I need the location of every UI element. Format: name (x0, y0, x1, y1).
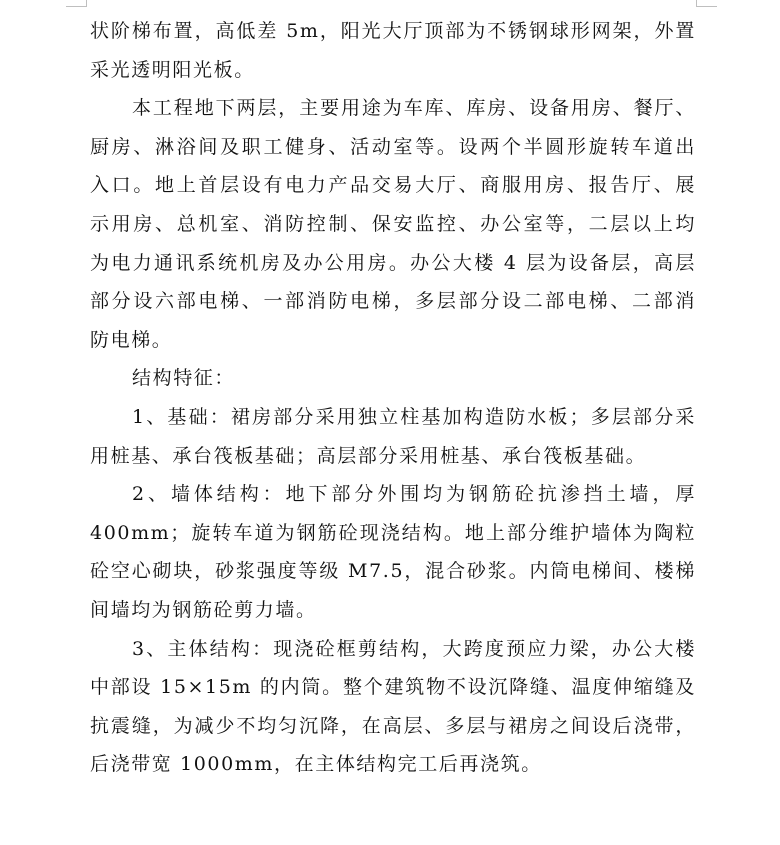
text-line: 1、基础：裙房部分采用独立柱基加构造防水板；多层部分采 (132, 405, 696, 428)
text-line: 抗震缝，为减少不均匀沉降，在高层、多层与裙房之间设后浇带， (90, 714, 696, 737)
text-line: 用桩基、承台筏板基础；高层部分采用桩基、承台筏板基础。 (90, 444, 647, 467)
text-line: 本工程地下两层，主要用途为车库、库房、设备用房、餐厅、 (132, 97, 696, 120)
document-body[interactable] (90, 12, 696, 784)
text-line: 2、墙体结构：地下部分外围均为钢筋砼抗渗挡土墙，厚 (132, 483, 696, 506)
text-line: 3、主体结构：现浇砼框剪结构，大跨度预应力梁，办公大楼 (132, 637, 696, 660)
text-line: 为电力通讯系统机房及办公用房。办公大楼 4 层为设备层，高层 (90, 251, 696, 274)
text-line: 厨房、淋浴间及职工健身、活动室等。设两个半圆形旋转车道出 (90, 135, 696, 158)
text-line: 中部设 15×15m 的内筒。整个建筑物不设沉降缝、温度伸缩缝及 (90, 676, 696, 699)
text-line: 采光透明阳光板。 (90, 58, 255, 81)
paragraph-overview (90, 89, 696, 359)
text-line: 示用房、总机室、消防控制、保安监控、办公室等，二层以上均 (90, 212, 696, 235)
page-corner-mark-top-left (66, 0, 87, 7)
text-line: 砼空心砌块，砂浆强度等级 M7.5，混合砂浆。内筒电梯间、楼梯 (90, 560, 696, 583)
paragraph-main-structure (90, 630, 696, 784)
text-line: 状阶梯布置，高低差 5m，阳光大厅顶部为不锈钢球形网架，外置 (90, 20, 696, 42)
text-line: 部分设六部电梯、一部消防电梯，多层部分设二部电梯、二部消 (90, 290, 696, 313)
text-line: 入口。地上首层设有电力产品交易大厅、商服用房、报告厅、展 (90, 174, 696, 197)
section-heading-structure (90, 359, 696, 398)
text-line: 防电梯。 (90, 328, 173, 351)
text-line: 400mm；旋转车道为钢筋砼现浇结构。地上部分维护墙体为陶粒 (90, 521, 696, 544)
page-corner-mark-top-right (696, 0, 717, 7)
paragraph-foundation (90, 398, 696, 475)
text-line: 结构特征： (132, 367, 236, 390)
text-line: 后浇带宽 1000mm，在主体结构完工后再浇筑。 (90, 753, 542, 776)
text-line: 间墙均为钢筋砼剪力墙。 (90, 598, 317, 621)
paragraph-wall-structure (90, 475, 696, 629)
paragraph-continuation (90, 12, 696, 89)
